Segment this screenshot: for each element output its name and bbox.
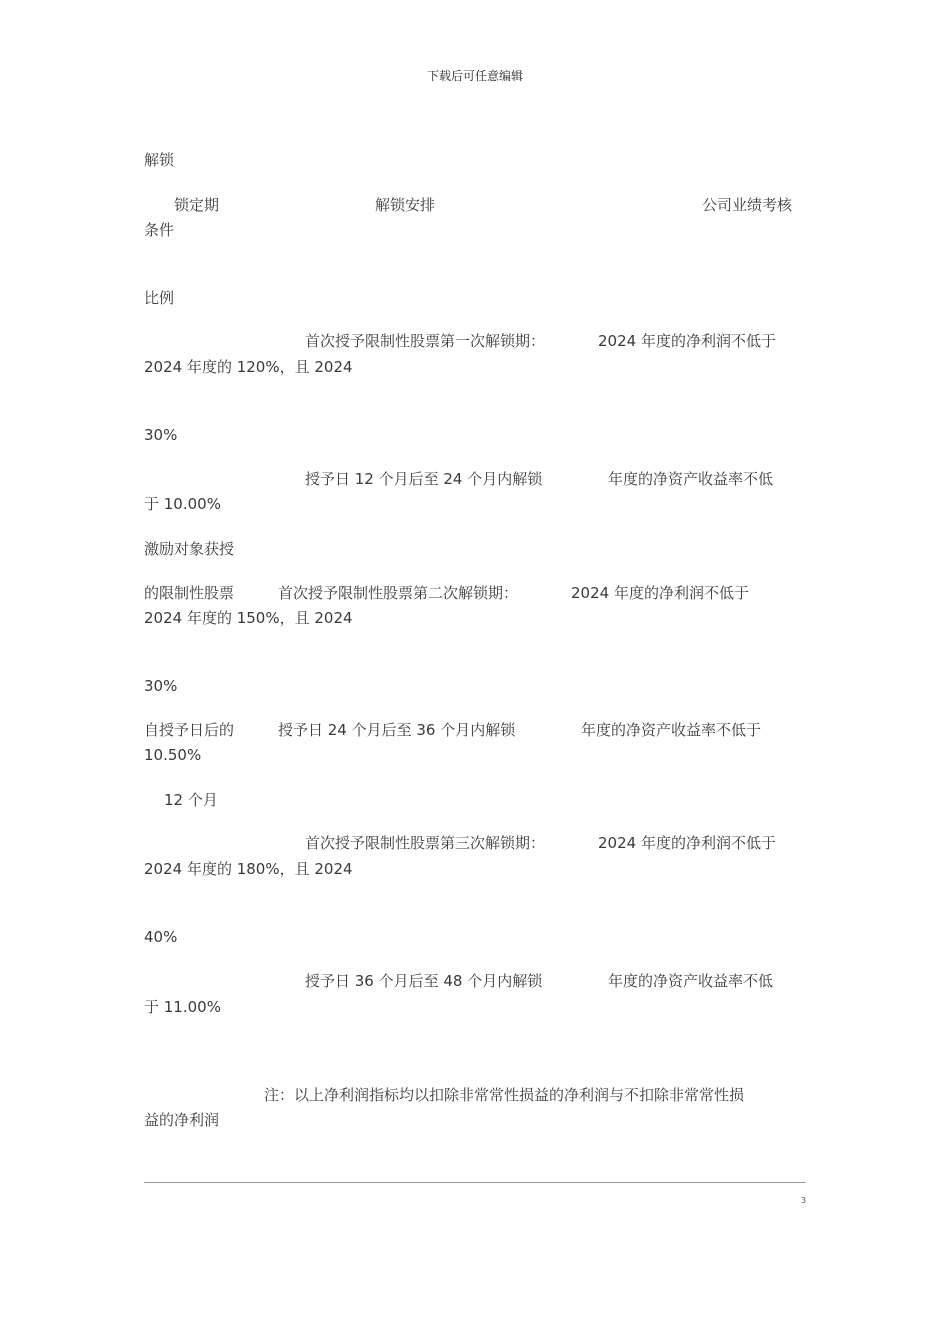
row1-unlock-period: 首次授予限制性股票第一次解锁期：	[305, 332, 546, 350]
row3-condition-cont: 2024 年度的 180%，且 2024	[144, 860, 353, 878]
col-header-performance-cont: 条件	[144, 221, 175, 239]
page-number: 3	[801, 1196, 807, 1205]
text-unlock: 解锁	[144, 151, 175, 169]
row1-roe-cont: 于 10.00%	[144, 495, 221, 513]
row2-condition: 2024 年度的净利润不低于	[571, 584, 749, 602]
col-header-unlock-schedule: 解锁安排	[375, 196, 436, 214]
row2-ratio: 30%	[144, 677, 178, 695]
row1-schedule: 授予日 12 个月后至 24 个月内解锁	[305, 470, 543, 488]
text-ratio: 比例	[144, 289, 175, 307]
row1-condition-cont: 2024 年度的 120%，且 2024	[144, 358, 353, 376]
lock-text-1: 激励对象获授	[144, 540, 235, 558]
row1-condition: 2024 年度的净利润不低于	[598, 332, 776, 350]
lock-text-3: 自授予日后的	[144, 721, 235, 739]
row2-roe: 年度的净资产收益率不低于	[581, 721, 762, 739]
col-header-lock-period: 锁定期	[174, 196, 220, 214]
note-line-1: 注：以上净利润指标均以扣除非常常性损益的净利润与不扣除非常常性损	[264, 1086, 745, 1104]
footer-divider	[144, 1182, 806, 1183]
lock-text-4: 12 个月	[164, 791, 218, 809]
col-header-performance: 公司业绩考核	[702, 196, 793, 214]
row3-roe: 年度的净资产收益率不低	[608, 972, 774, 990]
row3-schedule: 授予日 36 个月后至 48 个月内解锁	[305, 972, 543, 990]
row2-condition-cont: 2024 年度的 150%，且 2024	[144, 609, 353, 627]
page-header: 下载后可任意编辑	[426, 69, 523, 83]
row2-roe-cont: 10.50%	[144, 746, 202, 764]
row3-unlock-period: 首次授予限制性股票第三次解锁期：	[305, 834, 546, 852]
row1-roe: 年度的净资产收益率不低	[608, 470, 774, 488]
row1-ratio: 30%	[144, 426, 178, 444]
row2-unlock-period: 首次授予限制性股票第二次解锁期：	[278, 584, 519, 602]
row3-ratio: 40%	[144, 928, 178, 946]
row2-schedule: 授予日 24 个月后至 36 个月内解锁	[278, 721, 516, 739]
note-line-2: 益的净利润	[144, 1111, 220, 1129]
lock-text-2: 的限制性股票	[144, 584, 235, 602]
row3-roe-cont: 于 11.00%	[144, 998, 221, 1016]
row3-condition: 2024 年度的净利润不低于	[598, 834, 776, 852]
